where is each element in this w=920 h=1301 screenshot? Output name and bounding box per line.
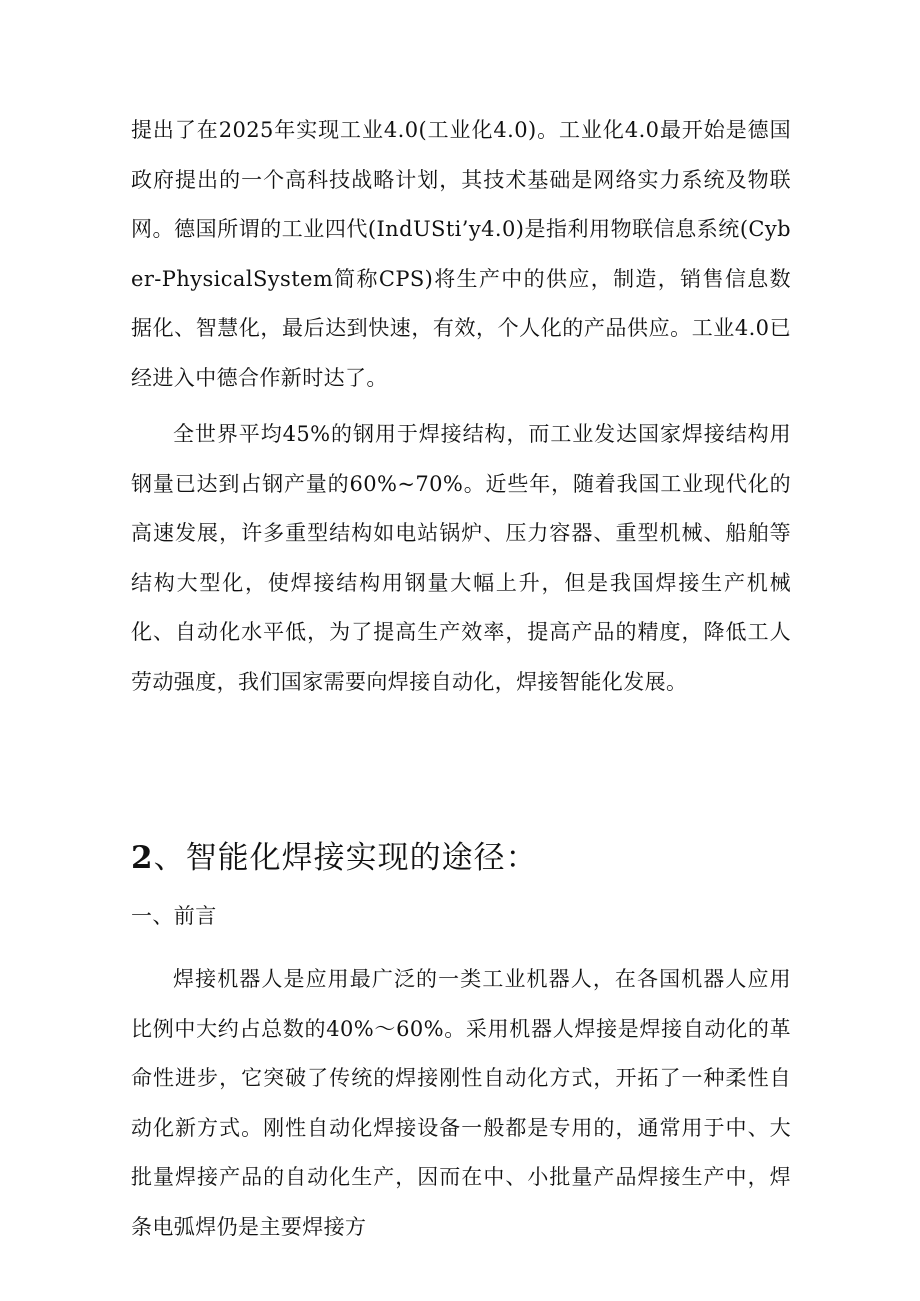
body-paragraph: 提出了在2025年实现工业4.0(工业化4.0)。工业化4.0最开始是德国政府提出的一个高科技战略计划，其技术基础是网络实力系统及物联网。德国所谓的工业四代(IndUSti’y4.0)是指利用物联信息系统(Cyber-PhysicalSystem简称CPS)将生产中的供应，制造，销售信息数据化、智慧化，最后达到快速，有效，个人化的产品供应。工业4.0已经进入中德合作新时达了。 bbox=[131, 118, 791, 390]
section-heading bbox=[131, 832, 538, 884]
body-paragraph: 全世界平均45%的钢用于焊接结构，而工业发达国家焊接结构用钢量已达到占钢产量的60%~70%。近些年，随着我国工业现代化的高速发展，许多重型结构如电站锅炉、压力容器、重型机械、船舶等结构大型化，使焊接结构用钢量大幅上升，但是我国焊接生产机械化、自动化水平低，为了提高生产效率，提高产品的精度，降低工人劳动强度，我们国家需要向焊接自动化，焊接智能化发展。 bbox=[131, 422, 791, 694]
subsection-heading: 一、前言 bbox=[131, 904, 217, 928]
body-paragraph: 焊接机器人是应用最广泛的一类工业机器人，在各国机器人应用比例中大约占总数的40%～60%。采用机器人焊接是焊接自动化的革命性进步，它突破了传统的焊接刚性自动化方式，开拓了一种柔性自动化新方式。刚性自动化焊接设备一般都是专用的，通常用于中、大批量焊接产品的自动化生产，因而在中、小批量产品焊接生产中，焊条电弧焊仍是主要焊接方 bbox=[131, 967, 791, 1239]
section-title: 、智能化焊接实现的途径： bbox=[153, 840, 538, 876]
section-number: 2 bbox=[131, 840, 154, 876]
